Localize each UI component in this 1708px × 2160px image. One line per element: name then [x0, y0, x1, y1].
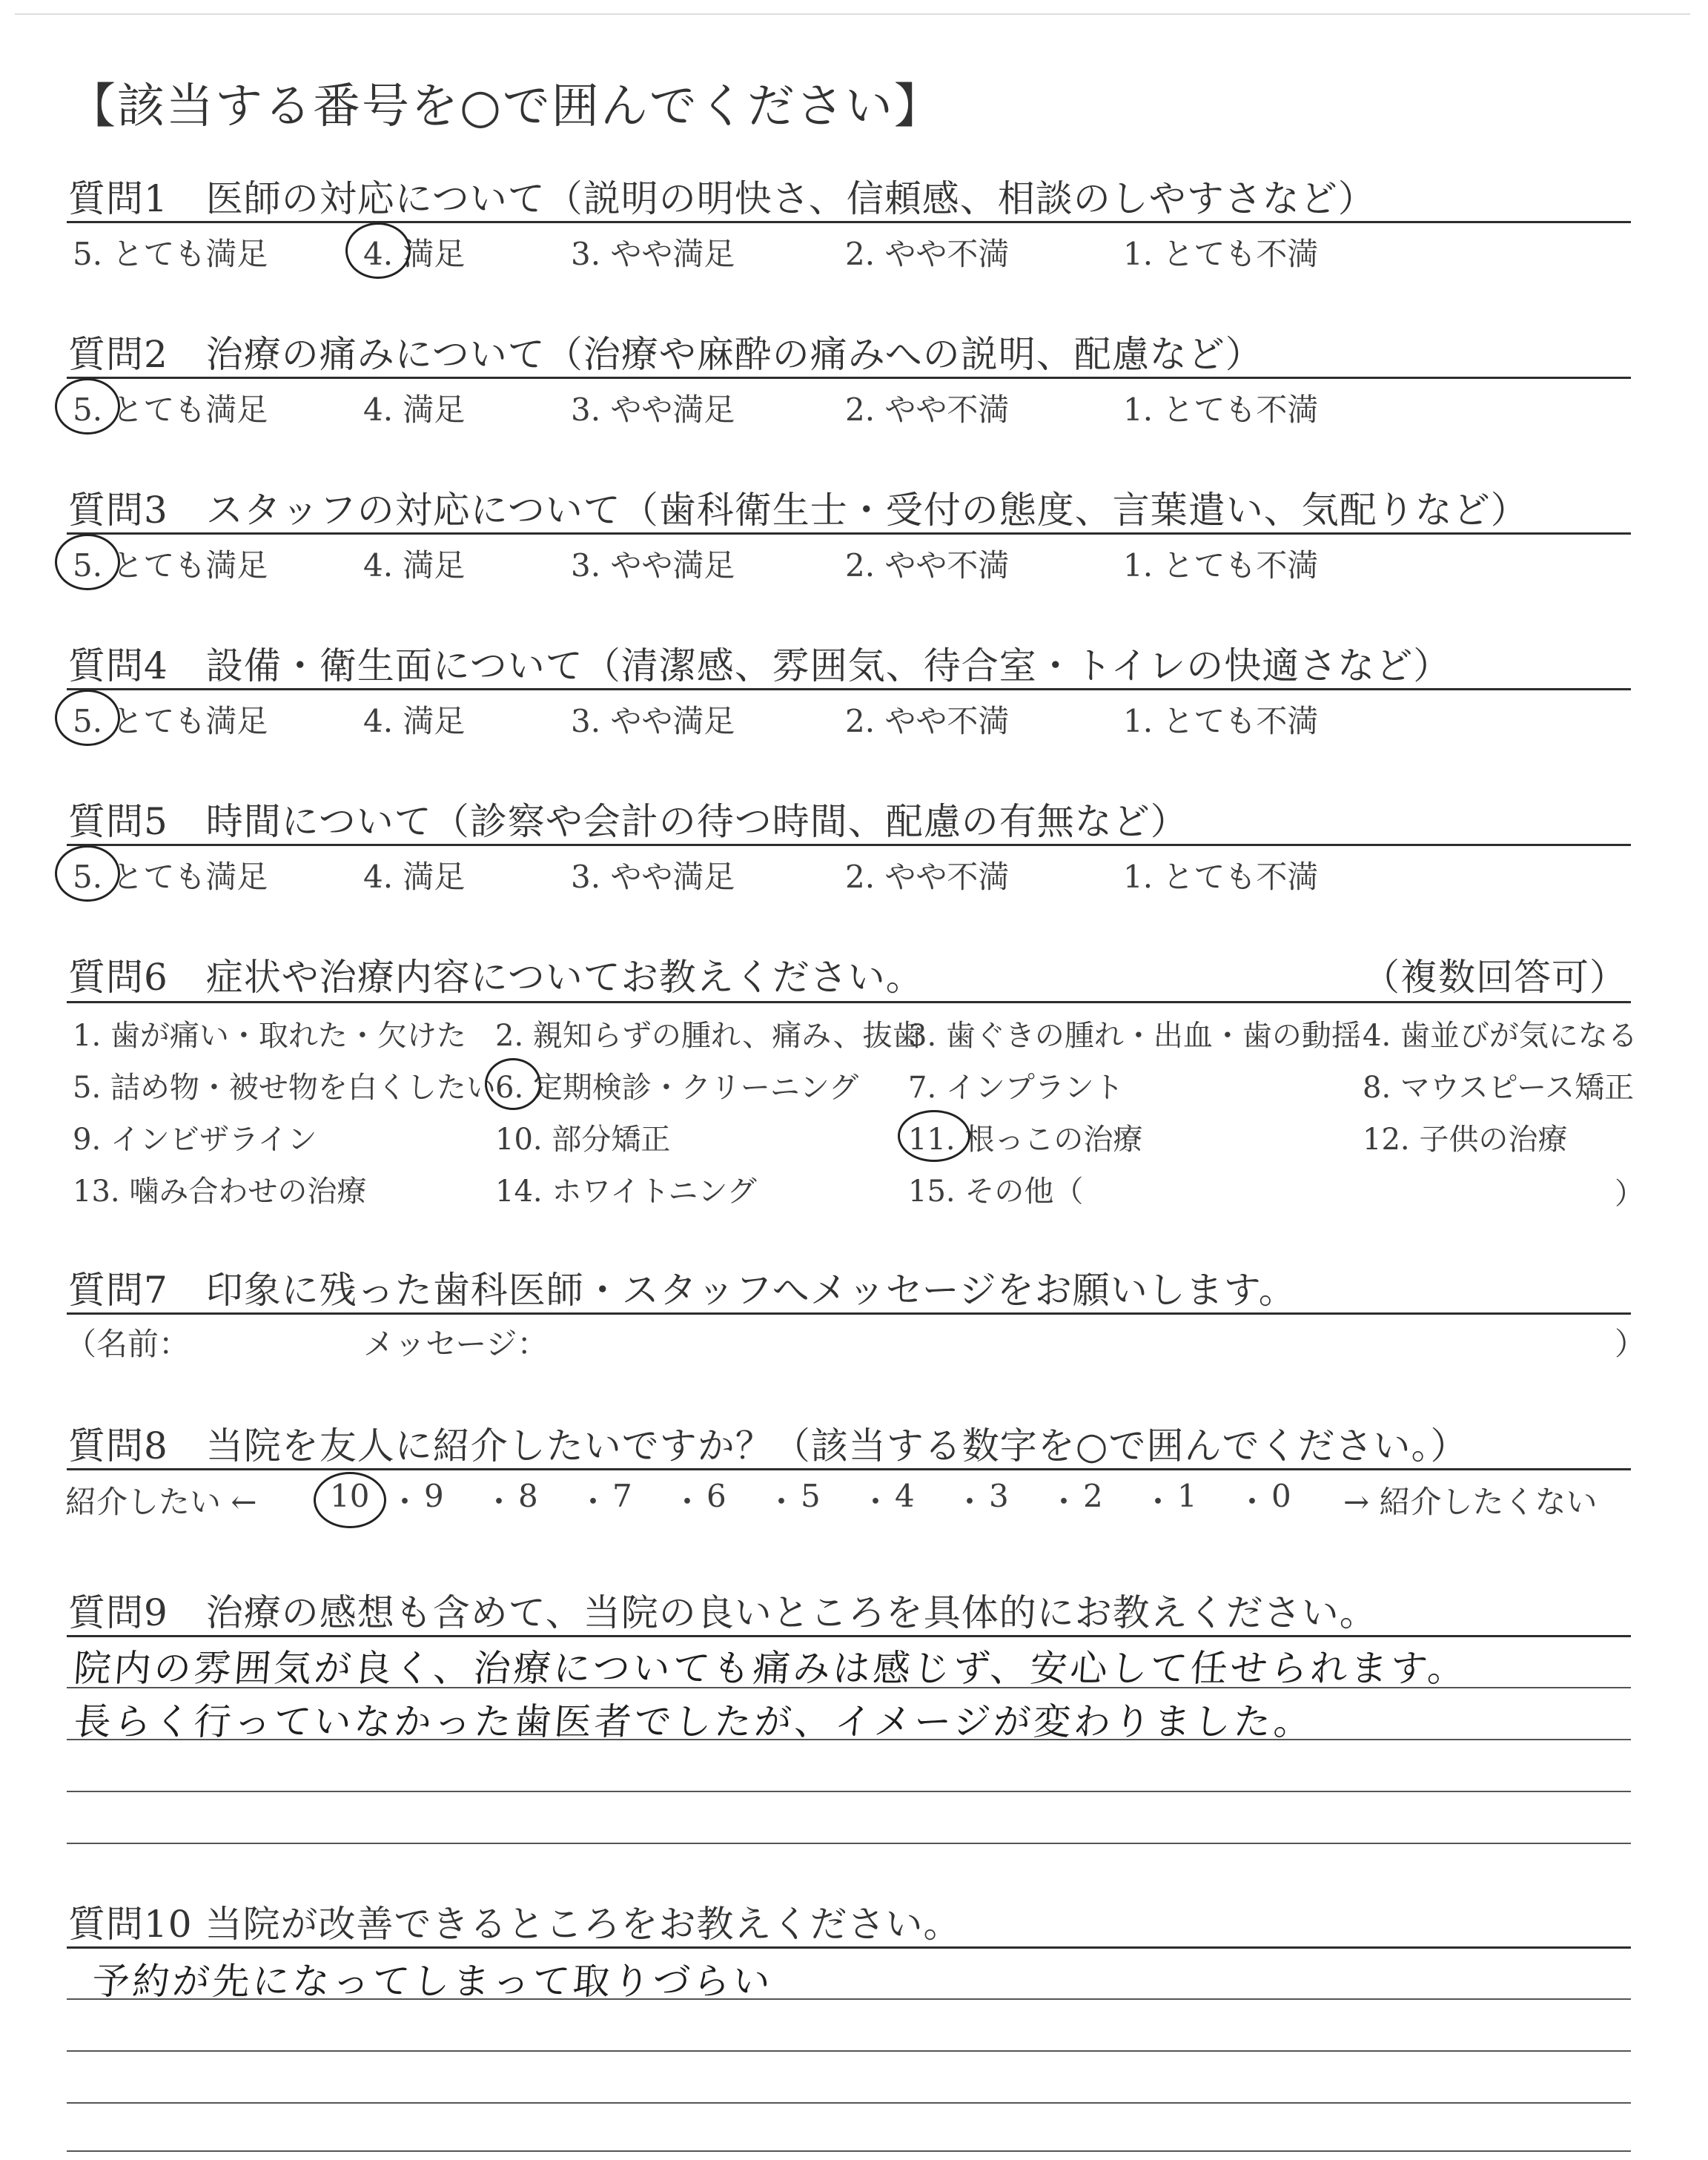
q1-option-2: 2. やや不満 — [845, 236, 1010, 272]
q5-title: 質問5 時間について（診察や会計の待つ時間、配慮の有無など） — [68, 800, 1188, 843]
q8-scale-3: 3 — [989, 1478, 1009, 1514]
q8-selected-circle — [314, 1472, 386, 1528]
q3-option-5: 5. とても満足 — [73, 547, 268, 584]
q3-rule — [67, 532, 1631, 535]
q1-option-4: 4. 満足 — [363, 236, 466, 272]
q3-option-2: 2. やや不満 — [845, 547, 1010, 584]
q4-option-3: 3. やや満足 — [571, 703, 735, 739]
q7-close-paren: ） — [1615, 1326, 1646, 1362]
q1-option-1: 1. とても不満 — [1123, 236, 1319, 272]
q2-option-5: 5. とても満足 — [73, 392, 268, 428]
q8-title: 質問8 当院を友人に紹介したいですか？（該当する数字を○で囲んでください。） — [68, 1424, 1469, 1467]
q6-option-12: 12. 子供の治療 — [1363, 1123, 1568, 1157]
q3-selected-circle — [55, 534, 120, 590]
q8-scale-0: 0 — [1271, 1478, 1291, 1514]
q6-option-2: 2. 親知らずの腫れ、痛み、抜歯 — [495, 1019, 922, 1053]
q1-selected-circle — [345, 222, 411, 279]
q10-rule-1 — [67, 1946, 1631, 1949]
q6-option-11: 11. 根っこの治療 — [908, 1123, 1143, 1157]
page-top-edge — [15, 13, 1690, 15]
q6-option-7: 7. インプラント — [908, 1071, 1124, 1105]
q5-option-1: 1. とても不満 — [1123, 859, 1319, 895]
q10-rule-3 — [67, 2050, 1631, 2052]
q8-scale-10: 10 — [330, 1478, 370, 1514]
q3-title: 質問3 スタッフの対応について（歯科衛生士・受付の態度、言葉遣い、気配りなど） — [68, 489, 1529, 532]
q2-title: 質問2 治療の痛みについて（治療や麻酔の痛みへの説明、配慮など） — [68, 333, 1263, 376]
q5-option-5: 5. とても満足 — [73, 859, 268, 895]
q5-option-3: 3. やや満足 — [571, 859, 735, 895]
q8-separator: ・ — [1142, 1484, 1174, 1520]
q6-option-14: 14. ホワイトニング — [495, 1175, 757, 1209]
q3-option-1: 1. とても不満 — [1123, 547, 1319, 584]
q8-separator: ・ — [766, 1484, 798, 1520]
q4-selected-circle — [55, 690, 120, 746]
q8-scale-2: 2 — [1083, 1478, 1103, 1514]
q4-option-5: 5. とても満足 — [73, 703, 268, 739]
q7-rule — [67, 1312, 1631, 1315]
q6-option-9: 9. インビザライン — [73, 1123, 317, 1157]
q6-option-3: 3. 歯ぐきの腫れ・出血・歯の動揺 — [908, 1019, 1361, 1053]
q8-separator: ・ — [1048, 1484, 1080, 1520]
q10-title: 質問10 当院が改善できるところをお教えください。 — [68, 1903, 961, 1946]
q8-scale-4: 4 — [895, 1478, 915, 1514]
q2-rule — [67, 377, 1631, 379]
q8-separator: ・ — [1237, 1484, 1268, 1520]
q7-name-label: （名前： — [65, 1326, 191, 1362]
q9-rule-4 — [67, 1791, 1631, 1792]
q10-rule-5 — [67, 2150, 1631, 2152]
q6-title: 質問6 症状や治療内容についてお教えください。 — [68, 956, 924, 999]
q6-option-1: 1. 歯が痛い・取れた・欠けた — [73, 1019, 466, 1053]
q8-left-label: 紹介したい ← — [65, 1484, 257, 1520]
q9-answer-line-1: 院内の雰囲気が良く、治療についても痛みは感じず、安心して任せられます。 — [72, 1647, 1469, 1690]
q6-rule — [67, 1001, 1631, 1003]
q6-option-13: 13. 噛み合わせの治療 — [73, 1175, 367, 1209]
q4-rule — [67, 688, 1631, 690]
q2-option-1: 1. とても不満 — [1123, 392, 1319, 428]
q8-separator: ・ — [860, 1484, 892, 1520]
q8-separator: ・ — [954, 1484, 986, 1520]
q5-selected-circle — [55, 845, 120, 902]
q4-option-2: 2. やや不満 — [845, 703, 1010, 739]
q4-option-4: 4. 満足 — [363, 703, 466, 739]
q8-scale-1: 1 — [1177, 1478, 1197, 1514]
q4-option-1: 1. とても不満 — [1123, 703, 1319, 739]
q2-option-2: 2. やや不満 — [845, 392, 1010, 428]
q7-title: 質問7 印象に残った歯科医師・スタッフへメッセージをお願いします。 — [68, 1269, 1297, 1312]
q6-selected-circle-11 — [898, 1110, 970, 1162]
q6-multi-note: （複数回答可） — [1363, 956, 1627, 999]
q8-separator: ・ — [577, 1484, 609, 1520]
q2-option-4: 4. 満足 — [363, 392, 466, 428]
q8-separator: ・ — [672, 1484, 704, 1520]
q10-rule-2 — [67, 1998, 1631, 2000]
q2-option-3: 3. やや満足 — [571, 392, 735, 428]
q9-rule-2 — [67, 1687, 1631, 1688]
q1-title: 質問1 医師の対応について（説明の明快さ、信頼感、相談のしやすさなど） — [68, 177, 1376, 220]
q6-close-paren: ） — [1615, 1177, 1644, 1211]
q6-option-15: 15. その他（ — [908, 1175, 1084, 1209]
q8-separator: ・ — [483, 1484, 515, 1520]
q5-option-4: 4. 満足 — [363, 859, 466, 895]
q6-option-10: 10. 部分矯正 — [495, 1123, 671, 1157]
q5-rule — [67, 844, 1631, 846]
q6-selected-circle-6 — [485, 1058, 541, 1110]
q9-title: 質問9 治療の感想も含めて、当院の良いところを具体的にお教えください。 — [68, 1591, 1377, 1634]
q8-right-label: → 紹介したくない — [1343, 1484, 1598, 1520]
q3-option-3: 3. やや満足 — [571, 547, 735, 584]
q2-selected-circle — [55, 378, 120, 435]
q1-rule — [67, 221, 1631, 223]
q10-answer-line-1: 予約が先になってしまって取りづらい — [90, 1960, 775, 2003]
q8-rule — [67, 1468, 1631, 1470]
q9-rule-3 — [67, 1739, 1631, 1740]
q6-option-5: 5. 詰め物・被せ物を白くしたい — [73, 1071, 496, 1105]
q8-scale-8: 8 — [518, 1478, 538, 1514]
form-header: 【該当する番号を○で囲んでください】 — [68, 79, 943, 134]
q8-scale-9: 9 — [424, 1478, 444, 1514]
q1-option-5: 5. とても満足 — [73, 236, 268, 272]
q9-answer-line-2: 長らく行っていなかった歯医者でしたが、イメージが変わりました。 — [72, 1700, 1316, 1743]
q6-option-8: 8. マウスピース矯正 — [1363, 1071, 1635, 1105]
q10-rule-4 — [67, 2102, 1631, 2104]
q8-scale-5: 5 — [801, 1478, 821, 1514]
q6-option-6: 6. 定期検診・クリーニング — [495, 1071, 859, 1105]
q1-option-3: 3. やや満足 — [571, 236, 735, 272]
q8-separator: ・ — [389, 1484, 421, 1520]
q5-option-2: 2. やや不満 — [845, 859, 1010, 895]
q4-title: 質問4 設備・衛生面について（清潔感、雰囲気、待合室・トイレの快適さなど） — [68, 644, 1452, 687]
q8-scale-7: 7 — [612, 1478, 632, 1514]
q8-scale-6: 6 — [706, 1478, 726, 1514]
q7-message-label: メッセージ： — [363, 1326, 549, 1362]
q6-option-4: 4. 歯並びが気になる — [1363, 1019, 1638, 1053]
q3-option-4: 4. 満足 — [363, 547, 466, 584]
q9-rule-1 — [67, 1635, 1631, 1637]
q9-rule-5 — [67, 1843, 1631, 1844]
